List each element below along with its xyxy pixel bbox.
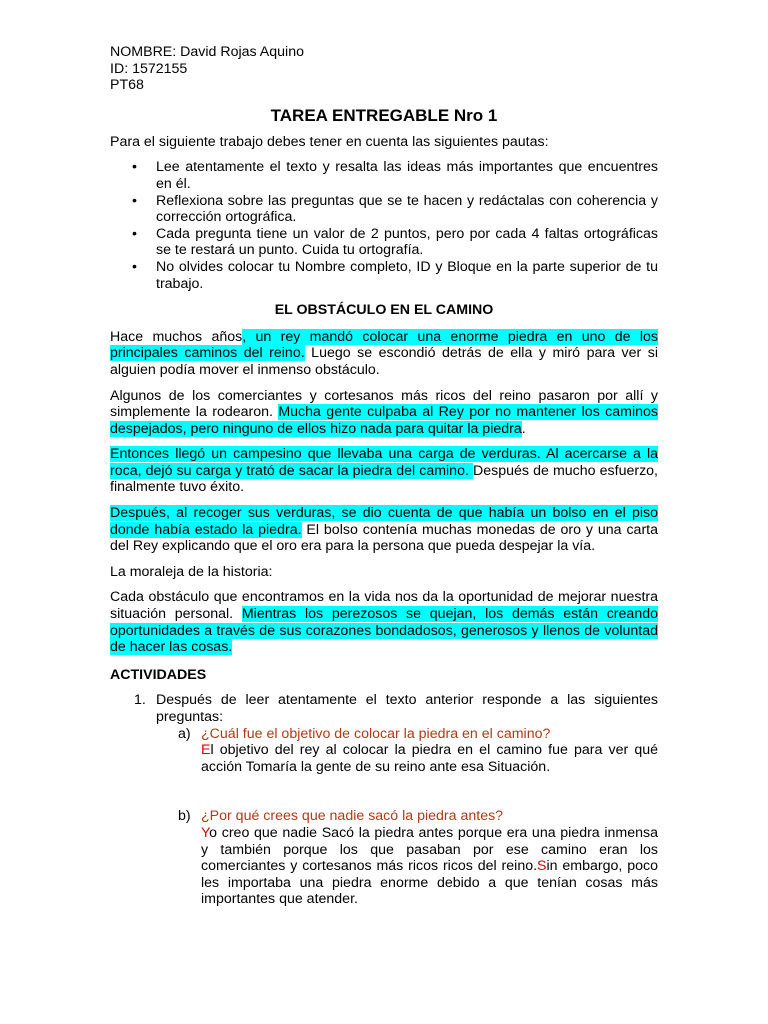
bullet-icon: • xyxy=(132,225,137,242)
document-page xyxy=(110,44,658,908)
rule-item: • Reflexiona sobre las preguntas que se te hacen y redáctalas con coherencia y corrección ortográfica. xyxy=(132,192,658,226)
question-letter: b) xyxy=(178,808,191,825)
activity-number: 1. xyxy=(134,692,146,709)
activity-item-1 xyxy=(110,692,658,725)
rule-item: • No olvides colocar tu Nombre completo, ID y Bloque en la parte superior de tu trabajo. xyxy=(132,258,658,292)
highlight: Después, al recoger sus verduras, se dio cuenta de que había un bolso en el piso donde había estado la piedra. xyxy=(110,505,658,538)
activity-text: Después de leer atentamente el texto anterior responde a las siguientes preguntas: xyxy=(156,692,658,725)
student-name: NOMBRE: David Rojas Aquino xyxy=(110,44,304,60)
highlight: , un rey mandó colocar una enorme piedra en uno de los principales caminos del reino. xyxy=(110,328,658,362)
rules-list xyxy=(110,159,658,292)
highlight: Mucha gente culpaba al Rey por no mantener los caminos despejados, pero ninguno de ellos hizo nada para quitar la piedra xyxy=(110,404,658,437)
question-letter: a) xyxy=(178,725,191,742)
story-title: EL OBSTÁCULO EN EL CAMINO xyxy=(274,302,494,319)
story-paragraph-5: Cada obstáculo que encontramos en la vida nos da la oportunidad de mejorar nuestra situación personal. Mientras los perezosos se quejan, los demás están creando oportunidades a través de sus corazones bondadosos, generosos y llenos de voluntad de hacer las cosas. xyxy=(110,589,658,656)
highlight: Mientras los perezosos se quejan, los demás están creando oportunidades a través de sus corazones bondadosos, generosos y llenos de voluntad de hacer las cosas. xyxy=(110,606,658,656)
page-title: TAREA ENTREGABLE Nro 1 xyxy=(270,105,498,125)
question-b xyxy=(110,808,658,908)
question-text: ¿Cuál fue el objetivo de colocar la piedra en el camino? xyxy=(201,725,551,742)
bullet-icon: • xyxy=(132,258,137,275)
story-paragraph-1: Hace muchos años, un rey mandó colocar una enorme piedra en uno de los principales caminos del reino. Luego se escondió detrás de ella y miró para ver si alguien podía mover el inmenso obstáculo. xyxy=(110,328,658,378)
answer-text: Yo creo que nadie Sacó la piedra antes porque era una piedra inmensa y también porque los que pasaban por ese camino eran los comerciantes y cortesanos más ricos ricos del reino.Sin embargo, poco les importaba una piedra enorme debido a que tenían cosas más importantes que atender. xyxy=(201,824,658,908)
story-paragraph-3: Entonces llegó un campesino que llevaba una carga de verduras. Al acercarse a la roca, dejó su carga y trató de sacar la piedra del camino. Después de mucho esfuerzo, finalmente tuvo éxito. xyxy=(110,446,658,496)
activities-title: ACTIVIDADES xyxy=(110,666,207,683)
spacer xyxy=(110,775,658,808)
bullet-icon: • xyxy=(132,159,137,176)
rule-item: • Lee atentamente el texto y resalta las ideas más importantes que encuentres en él. xyxy=(132,159,658,192)
bullet-icon: • xyxy=(132,192,137,209)
intro-text: Para el siguiente trabajo debes tener en cuenta las siguientes pautas: xyxy=(110,133,549,150)
moral-label: La moraleja de la historia: xyxy=(110,563,273,580)
student-id: ID: 1572155 xyxy=(110,60,188,77)
rule-item: • Cada pregunta tiene un valor de 2 puntos, pero por cada 4 faltas ortográficas se te restará un punto. Cuida tu ortografía. xyxy=(132,225,658,259)
story-paragraph-2: Algunos de los comerciantes y cortesanos más ricos del reino pasaron por allí y simplemente la rodearon. Mucha gente culpaba al Rey por no mantener los caminos despejados, pero ninguno de ellos hizo nada para quitar la piedra. xyxy=(110,387,658,437)
answer-text: El objetivo del rey al colocar la piedra en el camino fue para ver qué acción Tomaría la gente de su reino ante esa Situación. xyxy=(201,742,658,775)
question-text: ¿Por qué crees que nadie sacó la piedra antes? xyxy=(201,808,504,825)
story-paragraph-4: Después, al recoger sus verduras, se dio cuenta de que había un bolso en el piso donde había estado la piedra. El bolso contenía muchas monedas de oro y una carta del Rey explicando que el oro era para la persona que pueda despejar la vía. xyxy=(110,505,658,555)
question-a xyxy=(110,726,658,776)
block-code: PT68 xyxy=(110,77,144,94)
highlight: Entonces llegó un campesino que llevaba una carga de verduras. Al acercarse a la roca, dejó su carga y trató de sacar la piedra del camino. xyxy=(110,446,658,479)
